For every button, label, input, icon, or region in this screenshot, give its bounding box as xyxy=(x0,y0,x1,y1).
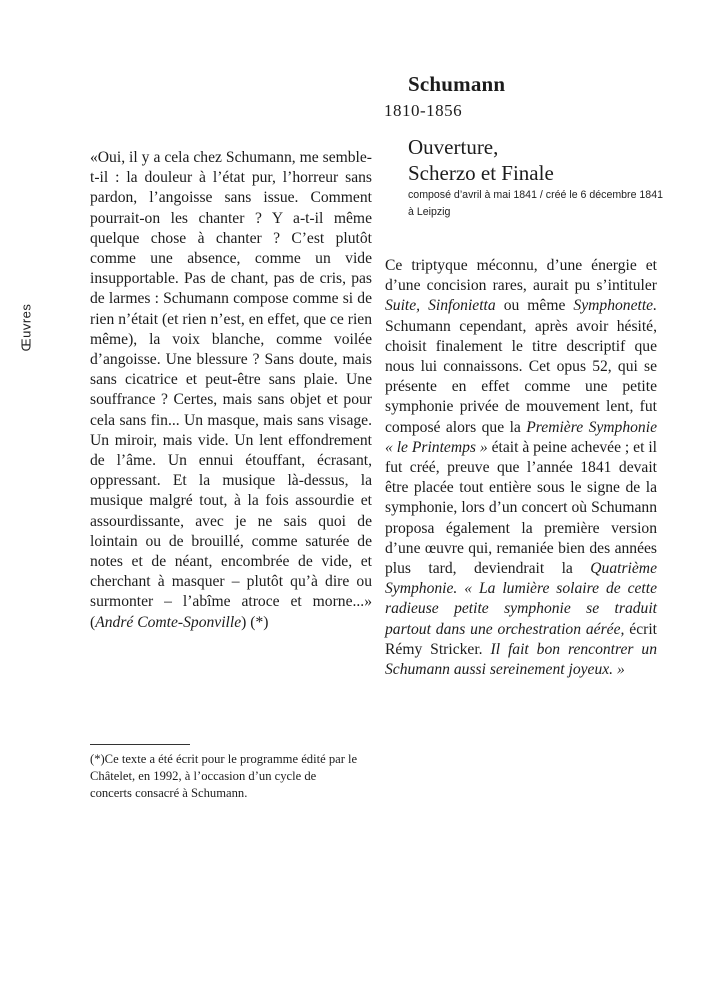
description-quote: « La lumière solaire de cette radieuse petite symphonie se traduit partout dans une orchestration aérée, xyxy=(385,580,658,638)
footnote-divider xyxy=(90,744,190,745)
work-title-line-1: Ouverture, xyxy=(408,135,499,159)
footnote-text: (*)Ce texte a été écrit pour le programme édité par le Châtelet, en 1992, à l’occasion d’un cycle de concerts consacré à Schumann. xyxy=(90,752,358,800)
description-text: était à peine achevée ; et il fut créé, preuve que l’année 1841 devait être placée tout entière sous le signe de la symphonie, lors d’un concert où Schumann proposa également la première version d’une œuvre qui, remaniée bien des années plus tard, deviendrait la xyxy=(385,438,657,578)
composer-dates: 1810-1856 xyxy=(384,101,463,120)
description-title: Suite, Sinfonietta xyxy=(385,297,496,315)
quote-text: «Oui, il y a cela chez Schumann, me semble-t-il : la douleur à l’état pur, l’horreur sans pardon, l’angoisse sans issue. Comment pourrait-on les chanter ? Y a-t-il même quelque chose à chanter ? C’est plutôt comme une absence, comme un vide insupportable. Pas de chant, pas de cris, pas de larmes : Schumann compose comme si de rien n’était (et rien n’est, en effet, que ce rien même), la voix blanche, comme voilée d’angoisse. Une blessure ? Sans doute, mais sans cicatrice et peut-être sans plaie. Une souffrance ? Certes, mais sans objet et pour cela sans fin... Un masque, mais sans visage. Un miroir, mais vide. Un lent effondrement de l’âme. Un ennui étouffant, écrasant, oppressant. Et la musique là-dessus, la musique malgré tout, à la fois assourdie et assourdissante, avec je ne sais quoi de lointain ou de brouillé, comme saturée de notes et de néant, encombrée de vide, et cherchant à masquer – plutôt qu’à dire ou surmonter – l’abîme atroce et morne...» xyxy=(90,149,372,611)
composer-name: Schumann xyxy=(408,72,506,96)
quote-attribution: André Comte-Sponville xyxy=(95,613,242,631)
description-title: Quatrième Symphonie. xyxy=(385,560,657,598)
work-title-line-2: Scherzo et Finale xyxy=(408,161,554,185)
footnote-marker: (*) xyxy=(250,613,269,631)
quote-column xyxy=(90,148,372,633)
section-label: Œuvres xyxy=(18,303,34,352)
description-text: Schumann cependant, après avoir hésité, choisit finalement le titre descriptif que nous lui connaissons. Cet opus 52, qui se présente en effet comme une petite symphonie privée de mouvement lent, fut composé alors que la xyxy=(385,317,657,436)
description-column xyxy=(385,256,657,680)
quote-paragraph: «Oui, il y a cela chez Schumann, me semble-t-il : la douleur à l’état pur, l’horreur sans pardon, l’angoisse sans issue. Comment pourrait-on les chanter ? Y a-t-il même quelque chose à chanter ? C’est plutôt comme une absence, comme un vide insupportable. Pas de chant, pas de cris, pas de larmes : Schumann compose comme si de rien n’était (et rien n’est, en effet, que ce rien même), la voix blanche, comme voilée d’angoisse. Une blessure ? Sans doute, mais sans cicatrice et peut-être sans plaie. Une souffrance ? Certes, mais sans objet et pour cela sans fin... Un masque, mais sans visage. Un miroir, mais vide. Un lent effondrement de l’âme. Un ennui étouffant, écrasant, oppressant. Et la musique là-dessus, la musique malgré tout, à la fois assourdie et assourdissante, avec je ne sais quoi de lointain ou de brouillé, comme saturée de notes et de néant, encombrée de vide, et cherchant à masquer – plutôt qu’à dire ou surmonter – l’abîme atroce et morne...» (André Comte-Sponville) (*) xyxy=(90,149,372,631)
description-title: Première Symphonie « le Printemps » xyxy=(385,418,657,456)
work-composition-info: composé d’avril à mai 1841 / créé le 6 décembre 1841 à Leipzig xyxy=(408,189,663,218)
description-title: Symphonette. xyxy=(573,297,657,315)
description-quote: Il fait bon rencontrer un Schumann aussi sereinement joyeux. » xyxy=(385,640,657,679)
description-paragraph xyxy=(385,256,657,680)
description-text: écrit Rémy Stricker. xyxy=(385,620,657,658)
work-title xyxy=(408,134,554,186)
description-text: ou même xyxy=(503,297,566,315)
description-text: Ce triptyque méconnu, d’une énergie et d’une concision rares, aurait pu s’intituler xyxy=(385,257,657,295)
